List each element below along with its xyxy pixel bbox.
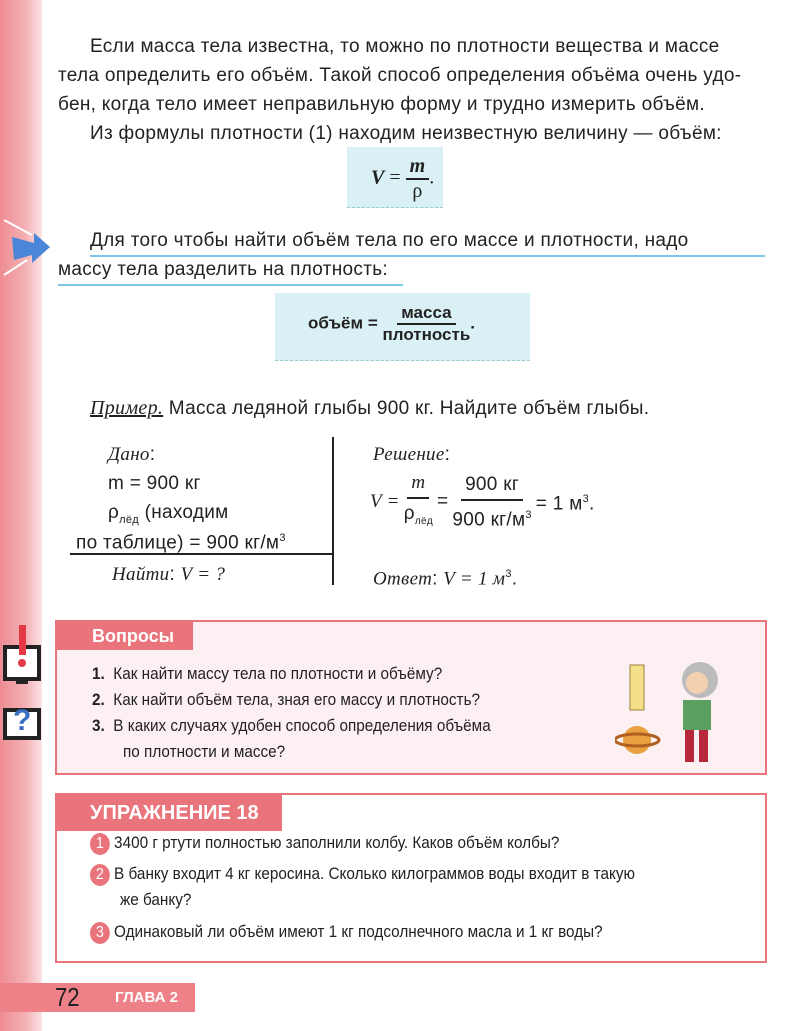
given-table-text: по таблице) = 900 кг/м [76,532,280,554]
example-text: Масса ледяной глыбы 900 кг. Найдите объём глыбы. [168,398,650,419]
margin-strip [0,0,42,1031]
answer-line: Ответ: V = 1 $м^3$. [373,568,518,590]
exercise-2-cont: же банку? [120,890,192,909]
exercise-number: 1 [90,833,110,855]
volume-word-formula [275,293,530,361]
question-2 [92,690,480,710]
table-vline [332,437,334,585]
sol-frac1 [404,468,433,536]
formula-num: m [406,155,430,180]
sol-result: = 1 м [535,493,583,515]
cube-sup: 3 [582,493,589,506]
formula2-end: . [470,313,476,333]
exercise-1 [90,833,559,855]
monitor-icons [2,620,42,740]
find-label: Найти [112,564,170,585]
question-1 [92,664,442,684]
formula-v: V [371,166,385,189]
cube-sup: 3 [505,568,512,580]
scientist-illustration [615,655,745,767]
sol-den2: 900 кг/м [452,509,526,531]
exercise-text: 3400 г ртути полностью заполнили колбу. Каков объём колбы? [114,833,560,852]
solution-formula: V = $\frac{m}{\rho_{лёд}}$ = $\frac{900 кг}{900 кг/м^3}$ = 1 $м^3$. [370,468,595,536]
formula-den: ρ [412,180,423,202]
intro-line-1: Если масса тела известна, то можно по плотности вещества и массе [90,36,720,57]
exercise-2 [90,864,635,886]
formula2-lhs: объём [308,313,364,333]
arrow-icon [2,215,52,285]
find-text: V = ? [180,564,226,585]
answer-label: Ответ [373,568,433,590]
formula-end: . [429,166,435,189]
exercise-3 [90,922,603,944]
rho: ρ [108,502,120,523]
example-label: Пример. [90,397,164,419]
sol-lhs: V = [370,491,400,513]
solution-label-text: Решение [373,444,445,465]
question-number: 3. [92,716,105,735]
example-line [90,394,649,423]
given-label-text: Дано [108,444,150,465]
sol-num2: 900 кг [461,470,523,501]
question-text: Как найти объём тела, зная его массу и плотность? [113,690,481,709]
questions-title: Вопросы [57,622,193,650]
page-number: 72 [55,982,80,1012]
given-mass: m = 900 кг [108,473,201,494]
formula2-eq: = [367,313,378,333]
intro-line-2: тела определить его объём. Такой способ определения объёма очень удо- [58,65,742,86]
formula-fraction [406,155,430,203]
rho-sub: лёд [119,513,139,526]
exercise-number: 2 [90,864,110,886]
cube-sup: 3 [279,532,286,544]
sol-den1: ρ [403,503,415,524]
formula-intro: Из формулы плотности (1) находим неизвестную величину — объём: [90,123,722,144]
formula2-den: плотность [382,325,471,344]
cube-sup: 3 [525,508,532,521]
svg-text:?: ? [13,704,32,737]
sol-frac2 [452,470,531,534]
question-number: 2. [92,690,105,709]
exercise-title: УПРАЖНЕНИЕ 18 [57,795,282,831]
given-rho-text: (находим [144,502,229,523]
question-3 [92,716,491,736]
rule-line-1: Для того чтобы найти объём тела по его массе и плотности, надо [90,226,765,257]
question-number: 1. [92,664,105,683]
sol-den1-sub: лёд [414,515,433,527]
chapter-label: ГЛАВА 2 [115,989,178,1006]
given-table [76,524,286,557]
question-text: В каких случаях удобен способ определения объёма [113,716,491,735]
formula2-num: масса [397,303,455,325]
question-monitor-icon [5,704,39,738]
solution-label: Решение: [373,444,451,465]
rule-line-2: массу тела разделить на плотность: [58,255,403,286]
given-label: Дано: [108,444,156,465]
answer-text: V = 1 м [443,568,506,590]
question-3-cont: по плотности и массе? [123,742,286,761]
find-line: Найти: V = ? [112,564,226,585]
sol-num1: m [407,468,429,499]
formula-eq: = [389,166,401,189]
volume-formula [347,147,443,208]
exercise-text: Одинаковый ли объём имеют 1 кг подсолнечного масла и 1 кг воды? [114,922,603,941]
exercise-text: В банку входит 4 кг керосина. Сколько килограммов воды входит в такую [114,864,636,883]
intro-line-3: бен, когда тело имеет неправильную форму и трудно измерить объём. [58,94,705,115]
exercise-number: 3 [90,922,110,944]
formula2-fraction [383,303,471,345]
exclamation-monitor-icon [5,625,39,684]
question-text: Как найти массу тела по плотности и объёму? [113,664,443,683]
